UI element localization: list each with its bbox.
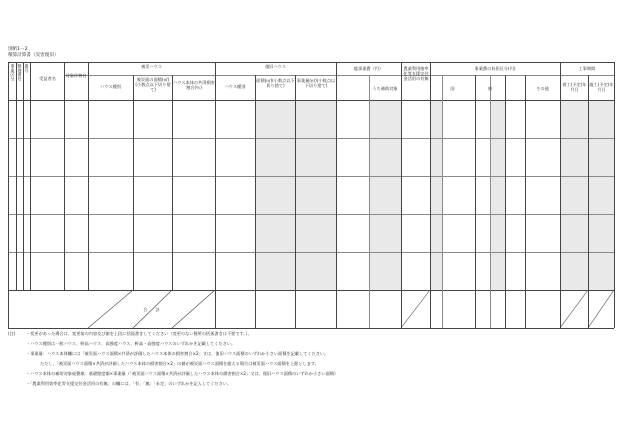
total-row-label: 合 計: [143, 307, 160, 312]
note-6: ・「農業利用効率化等支援交付金活用の有無」の欄には、「有」「無」「未定」のいずれかを記入してください。: [26, 381, 232, 386]
header-subsidy-target: うち補助対象: [372, 86, 398, 91]
header-sakumotsu: 対象作物名: [65, 73, 87, 78]
header-hisai-type: ハウス種別: [100, 84, 121, 89]
header-burden-other: その他: [536, 86, 549, 91]
header-fukkyu-cost: 事業量(㎡)(小数点以下切り捨て): [296, 78, 336, 88]
header-jigyo-kubun: 事業区分: [10, 64, 16, 81]
header-period-end: 竣工(予定)年月日: [589, 82, 614, 92]
header-fukkyu-area: 面積(㎡)(小数点以下切り捨て): [256, 78, 295, 88]
header-jukeisha: 受益者名: [39, 76, 56, 81]
document-title: 積算計算書（災害復旧）: [8, 53, 59, 58]
header-period: 工事期間: [578, 66, 596, 71]
header-hisai-ratio: ハウス本体の共済損害割合(％): [173, 80, 215, 90]
header-burden: 事業費の負担区分(円): [474, 66, 516, 71]
note-3: ・事業量：ハウス本体欄には「被災面ハウス面積×共済が評価したハウス本体の損害割合×2」又は、復旧ハウス面積のいずれか小さい面積を記載してください。: [26, 351, 329, 356]
header-farmland-loan: 農業利用後率化等支援交付金活用の有無: [403, 66, 429, 81]
header-bango: 番号: [24, 64, 30, 73]
note-2: ・ハウス種別は一般ハウス、軒高ハウス、高強度ハウス、軒高・高強度ハウスのいずれかを記載してください。: [26, 341, 236, 346]
header-total-cost: 総事業費（円）: [353, 66, 384, 71]
notes-label: (注): [8, 331, 16, 336]
note-4: ただし、「被災面ハウス面積×共済が評価したハウス本体の損害割合×2」の値が被災面ハウス面積を超える場合は被災面ハウス面積を上限とします。: [40, 361, 319, 366]
header-period-start: 着工(予定)年月日: [562, 82, 587, 92]
header-burden-fu: 府: [487, 86, 493, 91]
header-seiri-bango: 整理番号: [17, 64, 23, 81]
header-hisai-house: 被災ハウス: [141, 64, 162, 69]
form-number: 別紙1ー2: [8, 47, 28, 52]
header-hisai-area: 被災面の面積(㎡)(小数点以下切り捨て): [135, 77, 171, 92]
header-burden-kuni: 国: [450, 86, 455, 91]
note-5: ・ハウス本体の補助対象経費額：基礎限度額×事業量（「被災面ハウス面積×共済が評価したハウス本体の損害割合×2」又は、復旧ハウス面積のいずれか小さい面積）: [26, 371, 339, 376]
header-fukkyu-house: 復旧ハウス: [265, 64, 286, 69]
header-fukkyu-type: ハウス種別: [224, 84, 246, 89]
note-1: ・変更があった場合は、変更前の内容及び額を上段に括弧書きしてください（変更のない箇所の括弧書きは不要です。）。: [26, 331, 252, 336]
